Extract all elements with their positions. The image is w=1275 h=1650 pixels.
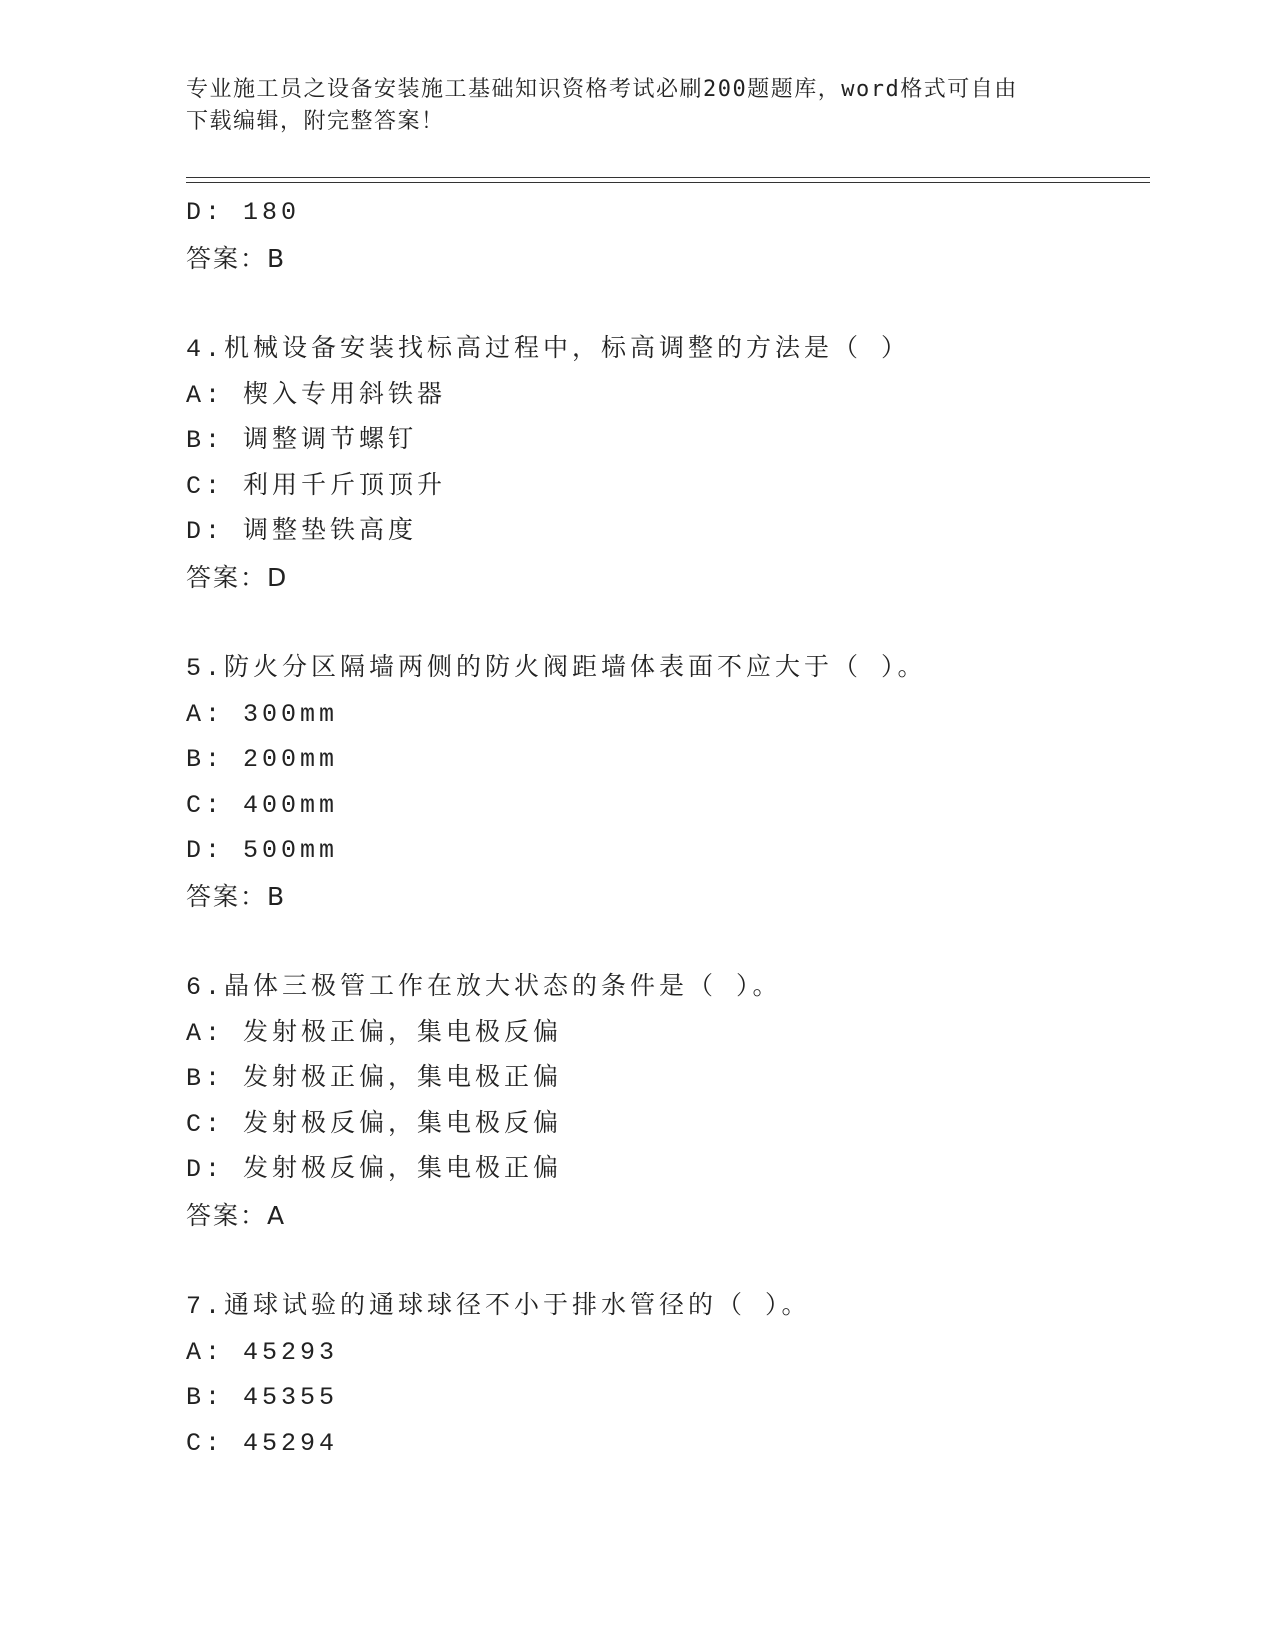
option-label: B: xyxy=(186,1383,225,1412)
option-text: 200mm xyxy=(243,745,339,774)
option-text: 发射极反偏，集电极正偏 xyxy=(243,1155,563,1184)
option-label: D: xyxy=(186,1155,225,1184)
option-c xyxy=(186,1421,1150,1467)
header-divider-bottom xyxy=(186,182,1150,183)
option-label: A: xyxy=(186,1018,225,1048)
question-list xyxy=(186,190,1150,1466)
option-b xyxy=(186,418,1150,464)
question-block-7 xyxy=(186,1284,1150,1466)
question-block-6 xyxy=(186,965,1150,1238)
option-a xyxy=(186,692,1150,738)
option-text: 45293 xyxy=(243,1337,339,1367)
option-label: D: xyxy=(186,836,225,865)
option-d xyxy=(186,509,1150,555)
option-b xyxy=(186,737,1150,783)
question-block-3-tail xyxy=(186,190,1150,281)
option-text: 发射极反偏，集电极反偏 xyxy=(243,1109,563,1139)
question-stem: 5.防火分区隔墙两侧的防火阀距墙体表面不应大于（ ）。 xyxy=(186,654,927,683)
option-label: C: xyxy=(186,471,225,501)
answer: 答案：A xyxy=(186,1200,287,1230)
option-label: D: xyxy=(186,198,225,227)
answer: 答案：B xyxy=(186,243,287,273)
option-text: 楔入专用斜铁器 xyxy=(243,380,447,410)
option-text: 调整垫铁高度 xyxy=(243,517,418,546)
option-c xyxy=(186,783,1150,829)
option-label: D: xyxy=(186,517,225,546)
question-stem: 7.通球试验的通球球径不小于排水管径的（ ）。 xyxy=(186,1292,811,1321)
option-label: C: xyxy=(186,1428,225,1458)
option-text: 180 xyxy=(243,198,301,227)
option-text: 利用千斤顶顶升 xyxy=(243,471,447,501)
option-label: A: xyxy=(186,380,225,410)
option-d xyxy=(186,828,1150,874)
option-label: B: xyxy=(186,426,225,455)
option-label: A: xyxy=(186,699,225,729)
option-text: 400mm xyxy=(243,790,339,820)
option-d xyxy=(186,1147,1150,1193)
question-block-4 xyxy=(186,327,1150,600)
option-c xyxy=(186,464,1150,510)
option-text: 45294 xyxy=(243,1428,339,1458)
option-label: C: xyxy=(186,790,225,820)
option-c xyxy=(186,1102,1150,1148)
answer: 答案：B xyxy=(186,881,287,911)
option-a xyxy=(186,1011,1150,1057)
question-stem: 6.晶体三极管工作在放大状态的条件是（ ）。 xyxy=(186,973,782,1002)
question-stem: 4.机械设备安装找标高过程中，标高调整的方法是（ ） xyxy=(186,335,911,364)
option-label: B: xyxy=(186,1064,225,1093)
option-a xyxy=(186,1330,1150,1376)
question-block-5 xyxy=(186,646,1150,919)
option-text: 调整调节螺钉 xyxy=(243,426,418,455)
header-line-1: 专业施工员之设备安装施工基础知识资格考试必刷200题题库，word格式可自由 xyxy=(186,77,1018,102)
header-line-2: 下载编辑，附完整答案！ xyxy=(186,109,445,134)
option-text: 300mm xyxy=(243,699,339,729)
option-label: B: xyxy=(186,745,225,774)
option-b xyxy=(186,1056,1150,1102)
header-divider-top xyxy=(186,177,1150,178)
option-text: 发射极正偏，集电极正偏 xyxy=(243,1064,563,1093)
option-d xyxy=(186,190,1150,236)
option-text: 500mm xyxy=(243,836,339,865)
option-a xyxy=(186,373,1150,419)
option-label: A: xyxy=(186,1337,225,1367)
option-text: 45355 xyxy=(243,1383,339,1412)
option-text: 发射极正偏，集电极反偏 xyxy=(243,1018,563,1048)
option-label: C: xyxy=(186,1109,225,1139)
answer: 答案：D xyxy=(186,562,289,592)
document-header xyxy=(186,74,1066,138)
option-b xyxy=(186,1375,1150,1421)
